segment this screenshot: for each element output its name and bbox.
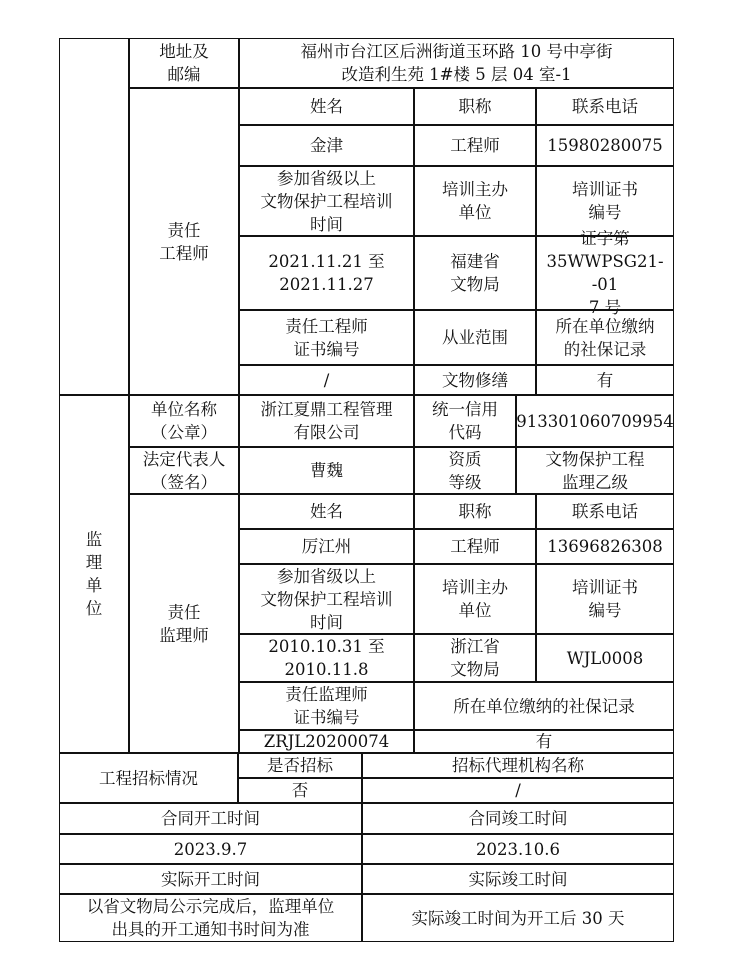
- engineer-cert-label: 责任工程师 证书编号: [239, 310, 414, 365]
- engineer-cert-no-label: 培训证书 编号: [536, 166, 674, 236]
- engineer-section-label: 责任 工程师: [129, 88, 239, 395]
- engineer-training-org: 福建省 文物局: [414, 236, 536, 310]
- supervisor-title: 工程师: [414, 529, 536, 564]
- unit-name: 浙江夏鼎工程管理 有限公司: [239, 395, 414, 447]
- left-blank-cell: [59, 38, 129, 395]
- supervisor-cert-label: 责任监理师 证书编号: [239, 682, 414, 730]
- engineer-social-security: 有: [536, 365, 674, 395]
- contract-end: 2023.10.6: [362, 834, 674, 864]
- engineer-scope: 文物修缮: [414, 365, 536, 395]
- agency: /: [362, 778, 674, 803]
- supervisor-title-header: 职称: [414, 494, 536, 529]
- supervisor-training-org: 浙江省 文物局: [414, 634, 536, 682]
- supervisor-social-security: 有: [414, 730, 674, 753]
- address-value: 福州市台江区后洲街道玉环路 10 号中亭街 改造利生苑 1#楼 5 层 04 室-1: [239, 38, 674, 88]
- agency-label: 招标代理机构名称: [362, 753, 674, 778]
- supervisor-name: 厉江州: [239, 529, 414, 564]
- supervision-section-label: 监 理 单 位: [59, 395, 129, 753]
- supervisor-training-org-label: 培训主办 单位: [414, 564, 536, 634]
- supervisor-training-time-label: 参加省级以上 文物保护工程培训 时间: [239, 564, 414, 634]
- credit-code-label: 统一信用 代码: [414, 395, 516, 447]
- contract-start: 2023.9.7: [59, 834, 362, 864]
- contract-end-label: 合同竣工时间: [362, 803, 674, 834]
- supervisor-phone: 13696826308: [536, 529, 674, 564]
- actual-end: 实际竣工时间为开工后 30 天: [362, 894, 674, 942]
- engineer-scope-label: 从业范围: [414, 310, 536, 365]
- credit-code: 913301060709954: [516, 395, 674, 447]
- bidding-label: 工程招标情况: [59, 753, 238, 803]
- contract-start-label: 合同开工时间: [59, 803, 362, 834]
- legal-rep: 曹魏: [239, 447, 414, 494]
- engineer-phone: 15980280075: [536, 125, 674, 166]
- address-label: 地址及 邮编: [129, 38, 239, 88]
- is-bid-label: 是否招标: [238, 753, 362, 778]
- engineer-cert: /: [239, 365, 414, 395]
- engineer-title: 工程师: [414, 125, 536, 166]
- unit-name-label: 单位名称 （公章）: [129, 395, 239, 447]
- supervisor-section-label: 责任 监理师: [129, 494, 239, 753]
- engineer-training-org-label: 培训主办 单位: [414, 166, 536, 236]
- qualification: 文物保护工程 监理乙级: [516, 447, 674, 494]
- qualification-label: 资质 等级: [414, 447, 516, 494]
- supervisor-cert-no-label: 培训证书 编号: [536, 564, 674, 634]
- engineer-social-security-label: 所在单位缴纳 的社保记录: [536, 310, 674, 365]
- engineer-title-header: 职称: [414, 88, 536, 125]
- supervisor-phone-header: 联系电话: [536, 494, 674, 529]
- engineer-training-time: 2021.11.21 至 2021.11.27: [239, 236, 414, 310]
- actual-start-label: 实际开工时间: [59, 864, 362, 894]
- actual-end-label: 实际竣工时间: [362, 864, 674, 894]
- engineer-name: 金津: [239, 125, 414, 166]
- actual-start: 以省文物局公示完成后，监理单位 出具的开工通知书时间为准: [59, 894, 362, 942]
- engineer-name-header: 姓名: [239, 88, 414, 125]
- engineer-training-time-label: 参加省级以上 文物保护工程培训 时间: [239, 166, 414, 236]
- supervisor-cert-no: WJL0008: [536, 634, 674, 682]
- supervisor-social-security-label: 所在单位缴纳的社保记录: [414, 682, 674, 730]
- is-bid: 否: [238, 778, 362, 803]
- engineer-phone-header: 联系电话: [536, 88, 674, 125]
- supervisor-name-header: 姓名: [239, 494, 414, 529]
- supervisor-training-time: 2010.10.31 至 2010.11.8: [239, 634, 414, 682]
- engineer-cert-no: 证字第 35WWPSG21--01 7 号: [536, 236, 674, 310]
- supervisor-cert: ZRJL20200074: [239, 730, 414, 753]
- legal-rep-label: 法定代表人 （签名）: [129, 447, 239, 494]
